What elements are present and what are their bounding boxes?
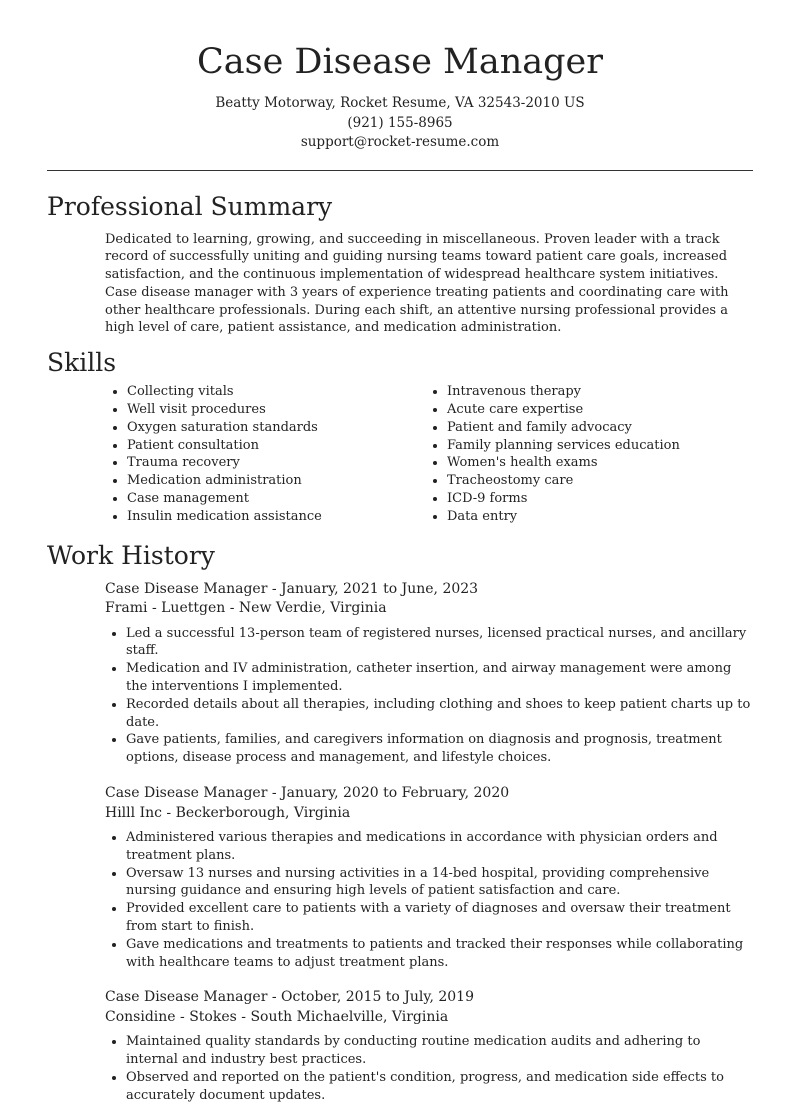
skills-columns: [47, 383, 753, 525]
job-dates: October, 2015 to July, 2019: [281, 989, 474, 1006]
skills-heading: Skills: [47, 348, 117, 378]
contact-block: [0, 94, 800, 153]
header-divider: [47, 170, 753, 171]
job-title-line: Case Disease Manager - January, 2020 to February, 2020: [105, 785, 510, 802]
job-bullet: • Led a successful 13-person team of registered nurses, licensed practical nurses, and ancillary staff.: [126, 625, 753, 661]
job-entry: [105, 784, 753, 971]
job-location: New Verdie, Virginia: [238, 600, 387, 617]
job-title: Case Disease Manager: [105, 785, 268, 802]
job-company: Frami - Luettgen: [105, 600, 226, 617]
job-title: Case Disease Manager: [105, 580, 268, 597]
job-bullet: • Oversaw 13 nurses and nursing activities in a 14-bed hospital, providing comprehensive nursing guidance and ensuring high levels of patient satisfaction and care.: [126, 865, 753, 901]
job-company: Considine - Stokes: [105, 1008, 237, 1025]
job-bullets: [105, 1033, 753, 1104]
skill-item: • Acute care expertise: [447, 401, 687, 419]
summary-section: [47, 191, 753, 338]
skill-item: • Collecting vitals: [127, 383, 367, 401]
job-title-line: Case Disease Manager - October, 2015 to July, 2019: [105, 989, 474, 1006]
job-bullet: • Observed and reported on the patient's condition, progress, and medication side effects to accurately document updates.: [126, 1069, 753, 1105]
skills-list-right: [367, 383, 687, 525]
skills-section: [47, 347, 753, 525]
skill-item: • Family planning services education: [447, 437, 687, 455]
skill-item: • Trauma recovery: [127, 454, 367, 472]
skill-item: • Oxygen saturation standards: [127, 419, 367, 437]
skill-item: • Tracheostomy care: [447, 472, 687, 490]
skill-item: • Medication administration: [127, 472, 367, 490]
job-company-line: Frami - Luettgen - New Verdie, Virginia: [105, 600, 387, 617]
job-entry: [105, 580, 753, 767]
job-bullets: [105, 829, 753, 971]
job-dates: January, 2020 to February, 2020: [281, 785, 510, 802]
skill-item: • Women's health exams: [447, 454, 687, 472]
job-company: Hilll Inc: [105, 804, 162, 821]
job-title: Case Disease Manager: [105, 989, 268, 1006]
skill-item: • Case management: [127, 490, 367, 508]
skills-list-left: [47, 383, 367, 525]
contact-address: Beatty Motorway, Rocket Resume, VA 32543-2010 US: [215, 95, 585, 111]
summary-heading: Professional Summary: [47, 191, 333, 221]
candidate-name: Case Disease Manager: [196, 42, 603, 82]
job-location: Beckerborough, Virginia: [175, 804, 351, 821]
job-dates: January, 2021 to June, 2023: [281, 580, 479, 597]
job-bullet: • Medication and IV administration, catheter insertion, and airway management were among the interventions I implemented.: [126, 660, 753, 696]
resume-header: [0, 0, 800, 153]
skill-item: • ICD-9 forms: [447, 490, 687, 508]
contact-phone: (921) 155-8965: [347, 114, 453, 131]
skill-item: • Data entry: [447, 508, 687, 526]
job-bullet: • Gave patients, families, and caregivers information on diagnosis and prognosis, treatment options, disease process and management, and lifestyle choices.: [126, 731, 753, 767]
job-bullet: • Maintained quality standards by conducting routine medication audits and adhering to internal and industry best practices.: [126, 1033, 753, 1069]
summary-text: Dedicated to learning, growing, and succeeding in miscellaneous. Proven leader with a track record of successfully uniting and guiding nursing teams toward patient care goals, increased satisfaction, and the continuous implementation of widespread healthcare system initiatives. Case disease manager with 3 years of experience treating patients and coordinating care with other healthcare professionals. During each shift, an attentive nursing professional provides a high level of care, patient assistance, and medication administration.: [105, 231, 729, 336]
job-bullet: • Gave medications and treatments to patients and tracked their responses while collaborating with healthcare teams to adjust treatment plans.: [126, 936, 753, 972]
job-bullet: • Recorded details about all therapies, including clothing and shoes to keep patient charts up to date.: [126, 696, 753, 732]
skill-item: • Patient consultation: [127, 437, 367, 455]
job-bullet: • Administered various therapies and medications in accordance with physician orders and treatment plans.: [126, 829, 753, 865]
contact-email: support@rocket-resume.com: [300, 134, 500, 150]
job-bullet: • Provided excellent care to patients with a variety of diagnoses and oversaw their treatment from start to finish.: [126, 900, 753, 936]
job-entry: [105, 988, 753, 1104]
job-location: South Michaelville, Virginia: [250, 1008, 449, 1025]
job-title-line: Case Disease Manager - January, 2021 to June, 2023: [105, 580, 479, 597]
skill-item: • Patient and family advocacy: [447, 419, 687, 437]
work-history-section: [47, 540, 753, 1105]
skill-item: • Insulin medication assistance: [127, 508, 367, 526]
skill-item: • Intravenous therapy: [447, 383, 687, 401]
work-history-heading: Work History: [47, 540, 215, 570]
job-bullets: [105, 625, 753, 767]
job-company-line: Hilll Inc - Beckerborough, Virginia: [105, 804, 351, 821]
job-company-line: Considine - Stokes - South Michaelville, Virginia: [105, 1008, 449, 1025]
skill-item: • Well visit procedures: [127, 401, 367, 419]
